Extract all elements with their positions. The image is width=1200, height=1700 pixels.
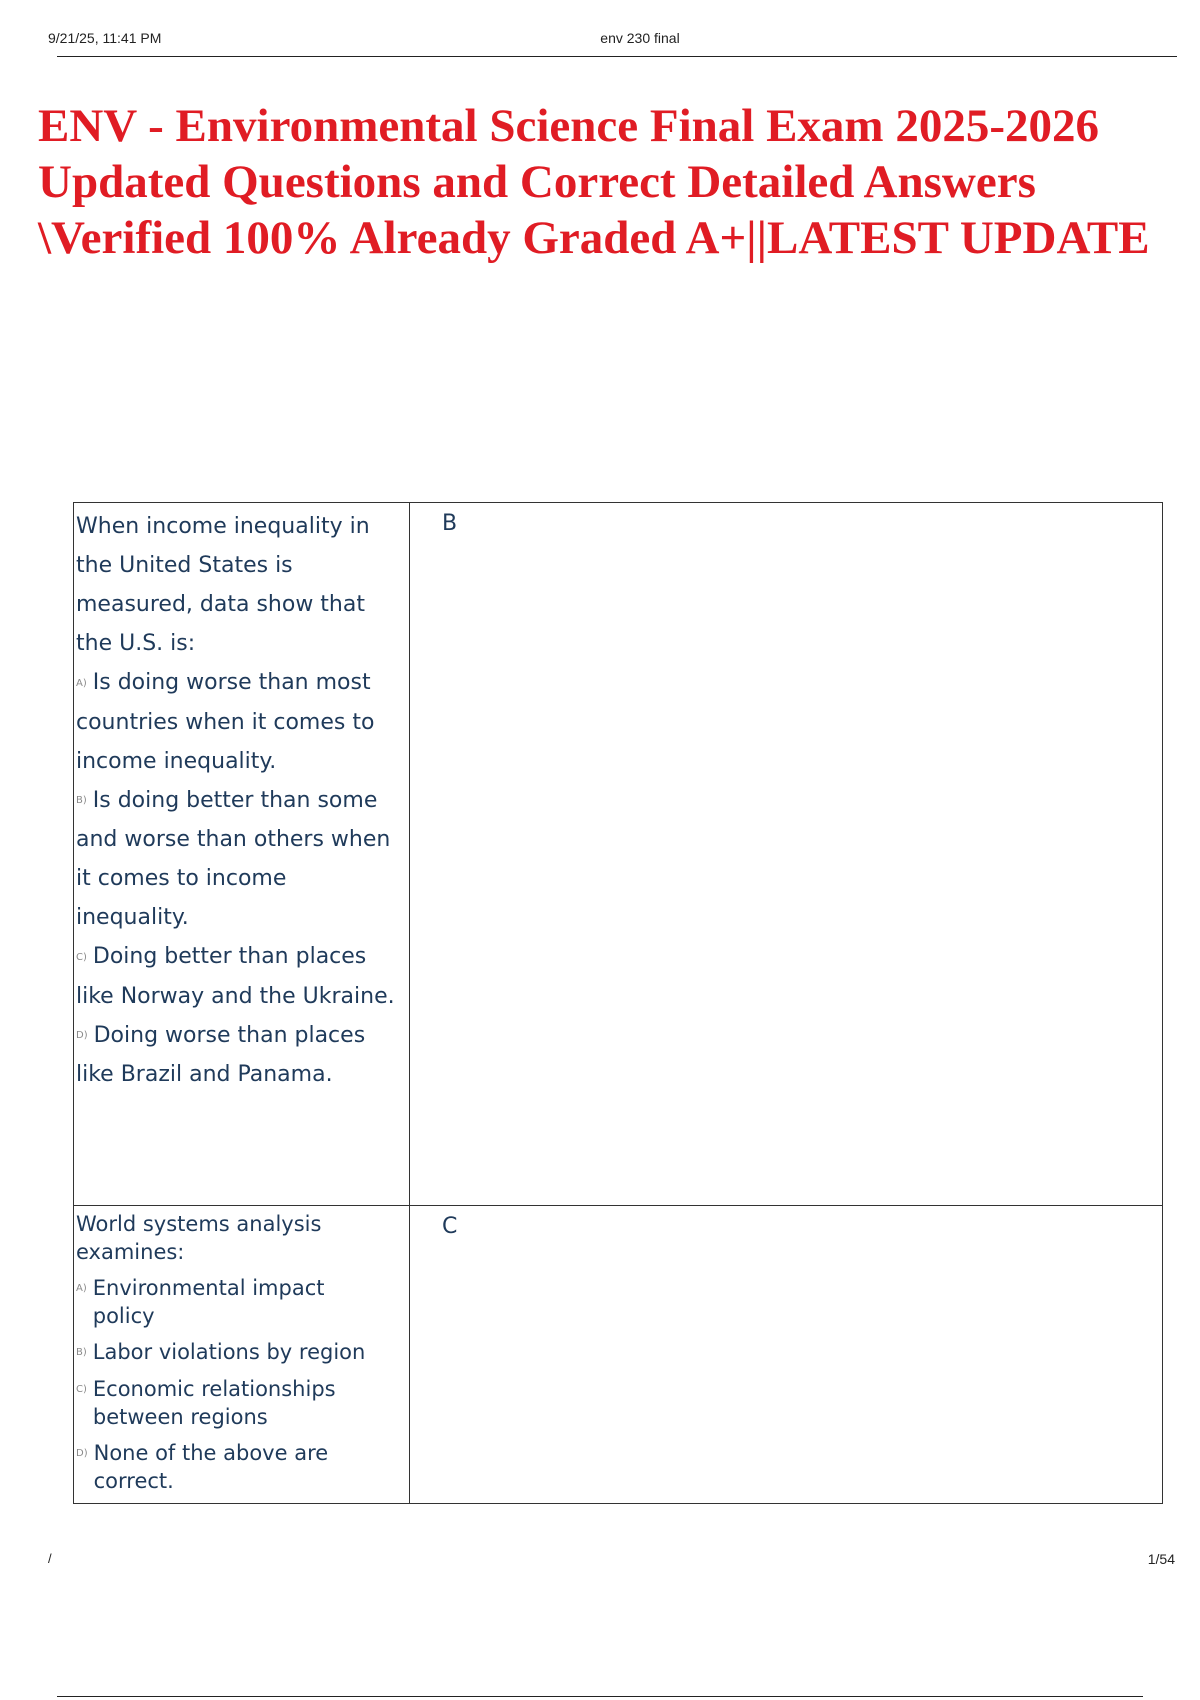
option-letter: B) bbox=[76, 1347, 87, 1358]
option-text: Is doing better than some and worse than others when it comes to income inequality. bbox=[76, 787, 391, 930]
table-row bbox=[74, 503, 1163, 1206]
option-letter: A) bbox=[76, 1283, 87, 1294]
table-row bbox=[74, 1206, 1163, 1504]
option-letter: A) bbox=[76, 677, 87, 689]
option-b bbox=[76, 781, 403, 938]
question-text: World systems analysis examines: bbox=[76, 1212, 322, 1264]
header-divider bbox=[57, 56, 1177, 57]
answer-cell: B bbox=[410, 503, 1163, 1206]
question-text: When income inequality in the United States is measured, data show that the U.S. is: bbox=[76, 514, 370, 656]
option-a bbox=[76, 1274, 403, 1330]
option-text: None of the above are correct. bbox=[93, 1441, 329, 1493]
option-d bbox=[76, 1016, 403, 1095]
option-d bbox=[76, 1439, 403, 1495]
question-cell bbox=[74, 1206, 410, 1504]
document-title: ENV - Environmental Science Final Exam 2025-2026 Updated Questions and Correct Detailed Answers \Verified 100% Already Graded A+||LATEST UPDATE bbox=[38, 100, 1150, 264]
option-c bbox=[76, 1375, 403, 1431]
option-letter: D) bbox=[76, 1448, 88, 1459]
option-text: Economic relationships between regions bbox=[92, 1377, 336, 1429]
question-cell bbox=[74, 503, 410, 1206]
option-b bbox=[76, 1338, 403, 1367]
option-text: Doing better than places like Norway and the Ukraine. bbox=[76, 944, 395, 1009]
option-a bbox=[76, 663, 403, 781]
option-letter: C) bbox=[76, 1384, 87, 1395]
print-doc-title: env 230 final bbox=[600, 30, 680, 46]
footer-divider bbox=[57, 1696, 1143, 1697]
option-letter: B) bbox=[76, 795, 87, 806]
option-text: Labor violations by region bbox=[92, 1340, 366, 1364]
page-number: 1/54 bbox=[1147, 1551, 1175, 1567]
answer-cell: C bbox=[410, 1206, 1163, 1504]
option-letter: D) bbox=[76, 1030, 88, 1041]
option-c bbox=[76, 937, 403, 1016]
option-text: Environmental impact policy bbox=[92, 1276, 325, 1328]
option-text: Doing worse than places like Brazil and Panama. bbox=[76, 1022, 366, 1087]
option-letter: C) bbox=[76, 951, 87, 963]
option-text: Is doing worse than most countries when it comes to income inequality. bbox=[76, 670, 375, 774]
print-timestamp: 9/21/25, 11:41 PM bbox=[48, 30, 162, 46]
qa-table bbox=[73, 502, 1163, 1504]
footer-url-mark: / bbox=[48, 1551, 52, 1566]
